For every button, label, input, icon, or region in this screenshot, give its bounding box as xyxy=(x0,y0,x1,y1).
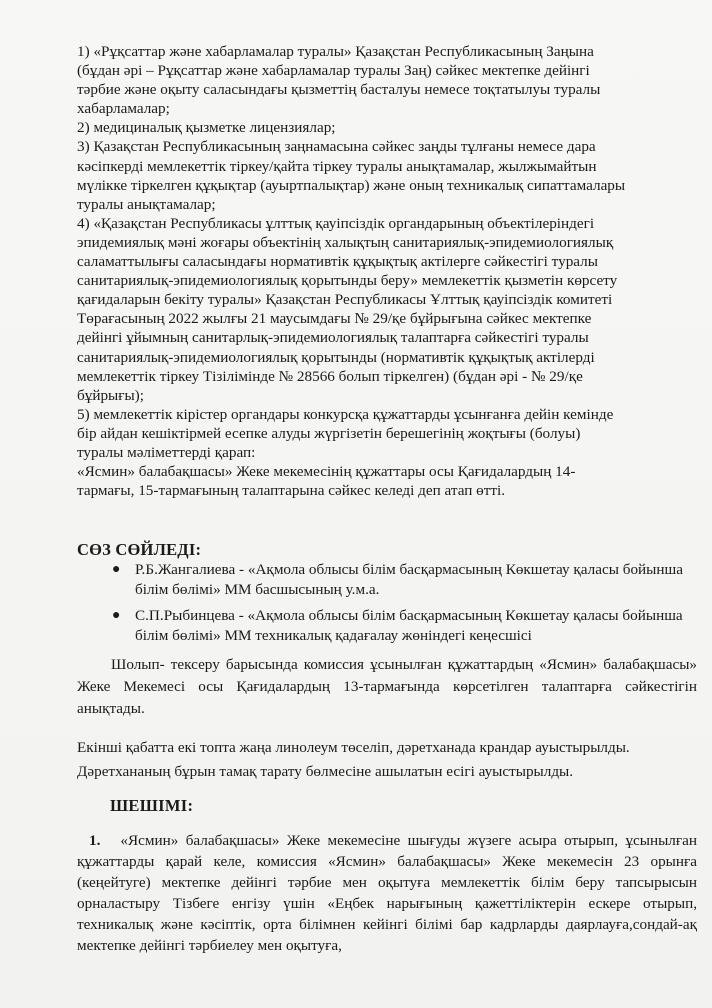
list-line: туралы анықтамалар; xyxy=(77,195,216,213)
list-line: 4) «Қазақстан Республикасы ұлттық қауіпсіздік органдарының объектілеріндегі xyxy=(77,214,595,232)
decision-number: 1. xyxy=(89,832,101,849)
renovation-line: Дәретхананың бұрын тамақ тарату бөлмесіне ашылатын есігі ауыстырылды. xyxy=(77,763,574,780)
list-line: қағидаларын бекіту туралы» Қазақстан Республикасы Ұлттық қауіпсіздік комитеті xyxy=(77,291,613,309)
list-line: санитариялық-эпидемиологиялық қорытынды беру» мемлекеттік қызметін көрсету xyxy=(77,272,618,290)
list-line: 5) мемлекеттік кірістер органдары конкурсқа құжаттарды ұсынғанға дейін кемінде xyxy=(77,405,614,423)
speaker-text: Р.Б.Жангалиева - «Ақмола облысы білім басқармасының Көкшетау қаласы бойынша білім бөлімі» ММ басшысының у.м.а. xyxy=(135,561,683,598)
list-line: 1) «Рұқсаттар және хабарламалар туралы» Қазақстан Республикасының Заңына xyxy=(77,43,594,60)
decision-paragraph xyxy=(77,830,697,956)
speaker-item xyxy=(110,560,698,600)
list-line: санитариялық-эпидемиологиялық қорытынды (нормативтік құқықтық актілерді xyxy=(77,348,595,366)
list-line: тармағы, 15-тармағының талаптарына сәйкес келеді деп атап өтті. xyxy=(77,482,506,500)
bullet-icon: ● xyxy=(112,562,121,577)
requirements-list xyxy=(77,42,697,500)
list-line: бұйрығы); xyxy=(77,386,144,404)
renovation-paragraph xyxy=(77,736,697,784)
list-line: хабарламалар; xyxy=(77,100,170,118)
list-line: туралы мәліметтерді қарап: xyxy=(77,443,256,461)
decision-heading: ШЕШІМІ: xyxy=(110,796,194,815)
list-line: бір айдан кешіктірмей есепке алуды жүргізетін берешегінің жоқтығы (болуы) xyxy=(77,424,581,442)
list-line: «Ясмин» балабақшасы» Жеке мекемесінің құжаттары осы Қағидалардың 14- xyxy=(77,463,576,481)
list-line: дейінгі ұйымның санитарлық-эпидемиологиялық талаптарға сәйкестігі туралы xyxy=(77,329,589,347)
speaker-item xyxy=(110,606,698,646)
list-line: кәсіпкерді мемлекеттік тіркеу/қайта тіркеу туралы анықтамалар, жылжымайтын xyxy=(77,157,597,175)
list-line: саламаттылығы саласындағы нормативтік құқықтық актілерге сәйкестігі туралы xyxy=(77,253,598,271)
list-line: тәрбие және оқыту саласындағы қызметтің басталуы немесе тоқтатылуы туралы xyxy=(77,81,601,99)
speakers-heading: СӨЗ СӨЙЛЕДІ: xyxy=(77,540,202,559)
inspection-paragraph: Шолып- тексеру барысында комиссия ұсынылған құжаттардың «Ясмин» балабақшасы» Жеке Мекемесі осы Қағидалардың 13-тармағында көрсетілген талаптарға сәйкестігін анықтады. xyxy=(77,656,697,717)
list-line: 2) медициналық қызметке лицензиялар; xyxy=(77,119,336,137)
list-line: мүлікке тіркелген құқықтар (ауыртпалықтар) және оның техникалық сипаттамалары xyxy=(77,176,626,194)
list-line: (бұдан әрі – Рұқсаттар және хабарламалар туралы Заң) сәйкес мектепке дейінгі xyxy=(77,62,590,80)
speakers-list xyxy=(110,560,698,652)
bullet-icon: ● xyxy=(112,608,121,623)
list-line: Төрағасының 2022 жылғы 21 маусымдағы № 29/қе бұйрығына сәйкес мектепке xyxy=(77,310,592,328)
speaker-text: С.П.Рыбинцева - «Ақмола облысы білім басқармасының Көкшетау қаласы бойынша білім бөлімі» ММ техникалық қадағалау жөніндегі кеңесшісі xyxy=(135,607,683,644)
decision-text: «Ясмин» балабақшасы» Жеке мекемесіне шығуды жүзеге асыра отырып, ұсынылған құжаттарды қарай келе, комиссия «Ясмин» балабақшасы» Жеке мекемесін 23 орынға (кеңейтуге) мектепке дейінгі тәрбие мен оқытуға мемлекеттік білім беру тапсырысын орналастыру Тізбеге енгізу үшін «Еңбек нарығының қажеттіліктерін ескере отырып, техникалық және кәсіптік, орта білімнен кейінгі білімі бар кадрларды даярлауға,сондай-ақ мектепке дейінгі тәрбиелеу мен оқытуға, xyxy=(77,832,697,954)
list-line: 3) Қазақстан Республикасының заңнамасына сәйкес заңды тұлғаны немесе дара xyxy=(77,138,596,156)
renovation-line: Екінші қабатта екі топта жаңа линолеум төселіп, дәретханада крандар ауыстырылды. xyxy=(77,739,630,756)
list-line: мемлекеттік тіркеу Тізілімінде № 28566 болып тіркелген) (бұдан әрі - № 29/қе xyxy=(77,367,583,385)
list-line: эпидемиялық мәні жоғары объектінің халықтың санитариялық-эпидемиологиялық xyxy=(77,233,614,251)
